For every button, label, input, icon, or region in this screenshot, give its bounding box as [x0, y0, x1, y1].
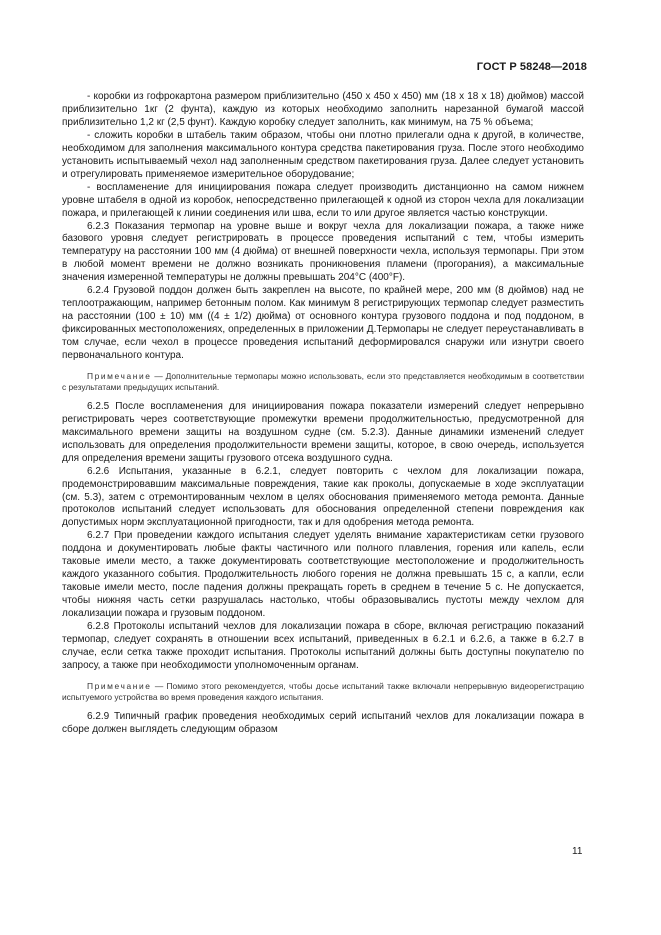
note-text: — Дополнительные термопары можно использовать, если это представляется необходимым в соответствии с результатами предыдущих испытаний. [62, 371, 584, 393]
page-number: 11 [572, 846, 583, 857]
standard-designation: ГОСТ Р 58248—2018 [476, 61, 587, 73]
paragraph-boxes: - коробки из гофрокартона размером приблизительно (450 x 450 x 450) мм (18 x 18 x 18) дюймов) массой приблизительно 1кг (2 фунта), каждую из которых необходимо заполнить нарезанной бумагой массой приблизительно 1,2 кг (2,5 фунт). Каждую коробку следует заполнить, как минимум, на 75 % объема; [62, 91, 584, 128]
paragraph-6-2-3: 6.2.3 Показания термопар на уровне выше и вокруг чехла для локализации пожара, а также ниже базового уровня следует регистрировать в процессе проведения испытаний с тем, чтобы измерить температуру на расстоянии 100 мм (4 дюйма) от внешней поверхности чехла, используя термопары. При этом в любой момент времени не должно возникать проникновения пламени (прогорания), а максимальные значения измеренной температуры не должны превышать 204°C (400°F). [62, 220, 584, 284]
paragraph-6-2-5: 6.2.5 После воспламенения для инициирования пожара показатели измерений следует непрерывно регистрировать через соответствующие промежутки времени продолжительностью, предусмотренной для максимального времени защиты на воздушном судне (см. 5.2.3). Данные динамики изменений следует использовать для определения продолжительности времени защиты, которое, в свою очередь, используется для определения времени защиты грузового отсека воздушного судна. [62, 400, 584, 464]
paragraph-stacking: - сложить коробки в штабель таким образом, чтобы они плотно прилегали одна к другой, в количестве, необходимом для заполнения максимального контура средства пакетирования груза. После этого необходимо установить испытываемый чехол над заполненным средством пакетирования груза. Далее следует установить и отрегулировать применяемое измерительное оборудование; [62, 129, 584, 180]
paragraph-6-2-9: 6.2.9 Типичный график проведения необходимых серий испытаний чехлов для локализации пожара в сборе должен выглядеть следующим образом [62, 710, 584, 735]
note-label: Примечание [87, 680, 152, 691]
paragraph-6-2-4: 6.2.4 Грузовой поддон должен быть закреплен на высоте, по крайней мере, 200 мм (8 дюймов) над не теплоотражающим, например бетонным полом. Как минимум 8 регистрирующих термопар следует разместить на расстоянии (100 ± 10) мм ((4 ± 1/2) дюйма) от основного контура грузового поддона и под поддоном, в фиксированных местоположениях, определенных в приложении Д.Термопары не следует переустанавливать в том случае, если чехол в процессе проведения испытаний деформировался снаружи или изнутри своего первоначального контура. [62, 285, 584, 362]
note-2 [62, 681, 584, 704]
note-text: — Помимо этого рекомендуется, чтобы досье испытаний также включали непрерывную видеорегистрацию испытуемого устройства во время проведения каждого испытания. [62, 680, 584, 703]
paragraph-ignition: - воспламенение для инициирования пожара следует производить дистанционно на самом нижнем уровне штабеля в одной из коробок, непосредственно прилегающей к одной из сторон чехла для локализации пожара, и прилегающей к линии соединения или шва, если то или другое является частью конструкции. [62, 181, 584, 219]
paragraph-6-2-8: 6.2.8 Протоколы испытаний чехлов для локализации пожара в сборе, включая регистрацию показаний термопар, следует сохранять в отношении всех испытаний, приведенных в 6.2.1 и 6.2.6, а также в 6.2.7 в случае, если сетка также проходит испытания. Протоколы испытаний должны быть доступны покупателю по запросу, а также при необходимости уполномоченным органам. [62, 621, 584, 671]
document-body [62, 91, 584, 737]
note-1 [62, 371, 584, 394]
paragraph-6-2-7: 6.2.7 При проведении каждого испытания следует уделять внимание характеристикам сетки грузового поддона и документировать любые факты частичного или полного плавления, горения или капель, если таковые имели место, а также документировать соответствующие местоположение и продолжительность каждого указанного события. Продолжительность любого горения не должна превышать 15 с, а капли, если таковые имели место, после падения должны прекращать гореть в среднем в течение 5 с. Не допускается, чтобы нижняя часть сетки разрушалась настолько, чтобы образовывались пустоты между чехлом для локализации пожара и грузовым поддоном. [62, 530, 584, 620]
paragraph-6-2-6: 6.2.6 Испытания, указанные в 6.2.1, следует повторить с чехлом для локализации пожара, продемонстрировавшим максимальные повреждения, такие как проколы, допускаемые в ходе эксплуатации (см. 5.3), затем с отремонтированным чехлом в целях обоснования применяемого метода ремонта. Данные протоколов испытаний следует использовать для обоснования определенной степени повреждения как допустимых норм эксплуатационной пригодности, так и для одобрения метода ремонта. [62, 465, 584, 529]
note-label: Примечание [87, 371, 152, 382]
